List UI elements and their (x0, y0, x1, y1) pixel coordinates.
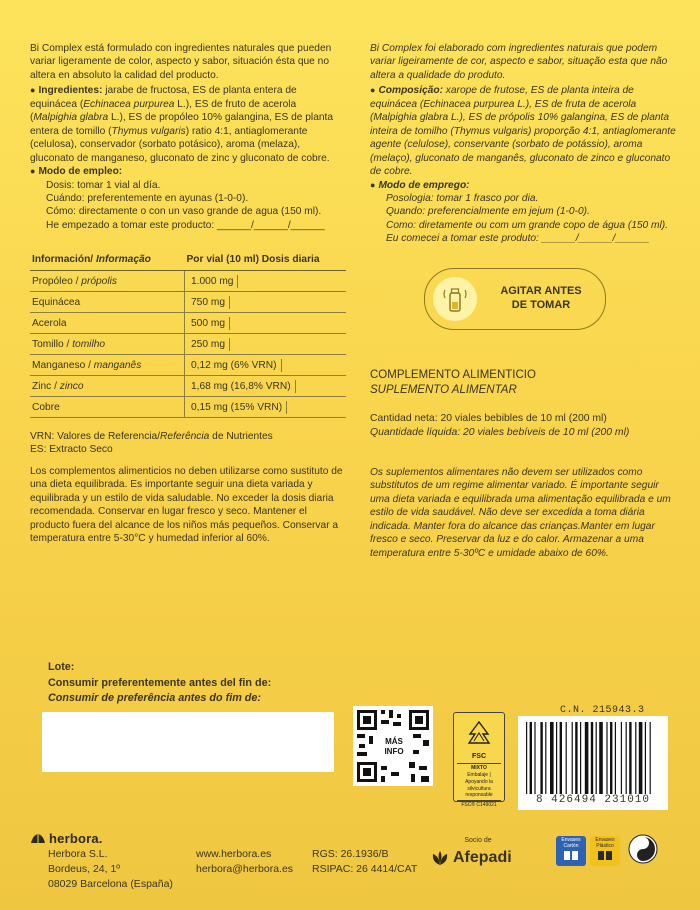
svg-text:INFO: INFO (384, 747, 404, 756)
fsc-logo: FSC MIXTO Embalaje | Apoyando la silvicultura responsable FSC® C149021 (453, 712, 505, 802)
email-link[interactable]: herbora@herbora.es (196, 863, 294, 876)
table-row: Cobre 0,15 mg (15% VRN) (30, 397, 346, 418)
barcode-number: 8 426494 231010 (535, 794, 651, 807)
table-row: Propóleo / própolis 1.000 mg (30, 271, 346, 292)
legal-es (30, 430, 346, 548)
modo-emprego: ● Modo de emprego: Posologia: tomar 1 frasco por dia. Quando: preferencialmente em jejum (1-0-0). Como: diretamente ou com um grande copo de água (150 ml). Eu comecei a tomar este produto: ______/______/______ (370, 179, 680, 246)
spanish-info (30, 42, 346, 232)
contact (196, 847, 293, 877)
afepadi-badge: Socio de Afepadi (430, 836, 540, 868)
svg-text:MÁS: MÁS (385, 737, 403, 746)
table-header: Información/ Informação Por vial (10 ml) Dosis diaria (30, 250, 346, 271)
intro-es: Bi Complex está formulado con ingredientes naturales que pueden variar ligeramente de color, aspecto y sabor, situación ésta que no altera en absoluto la calidad del producto. (30, 43, 332, 81)
product-type: COMPLEMENTO ALIMENTICIO SUPLEMENTO ALIMENTAR (370, 369, 536, 397)
nutrition-table (30, 250, 346, 418)
table-row: Equinácea 750 mg (30, 292, 346, 313)
intro-pt: Bi Complex foi elaborado com ingredientes naturais que podem variar ligeiramente de cor, aspecto e sabor, situação esta que não altera a qualidade do produto. (370, 43, 668, 81)
vrn-note: VRN: Valores de Referencia/Referência de Nutrientes (30, 431, 273, 442)
table-row: Tomillo / tomilho 250 mg (30, 334, 346, 355)
table-row: Manganeso / manganês 0,12 mg (6% VRN) (30, 355, 346, 376)
green-dot-icon (628, 834, 658, 864)
batch-info: Lote: Consumir preferentemente antes del fin de: Consumir de preferência antes do fim de: (48, 661, 272, 705)
legal-text-pt: Os suplementos alimentares não devem ser utilizados como substitutos de um regime alimentar variado. É importante seguir uma dieta variada e equilibrada uma alimentação equilibrada e um estilo de vida saudável. Não deve ser excedida a toma diária indicada. Manter fora do alcance das crianças.Manter em lugar fresco e seco. Preservar da luz e do calor. Armazenar a uma temperatura entre 5-30ºC e umidade abaixo de 60%. (370, 467, 671, 559)
ingredients-pt: ● Composição: xarope de frutose, ES de planta inteira de equinácea (Echinacea purpurea L.), ES de fruta de acerola (Malpighia glabra L.), ES de própolis 10% galangina, ES de planta inteira de tomilho (Thymus vulgaris) proporção 4:1, antiaglomerante agente (celulose), conservante (sorbato de potássio), aroma (melaço), gluconato de manganês, gluconato de zinco e gluconato de cobre. (370, 84, 680, 178)
vial-icon (433, 277, 477, 321)
registry-codes: RGS: 26.1936/B RSIPAC: 26 4414/CAT (312, 848, 418, 876)
website-link[interactable]: www.herbora.es (196, 848, 272, 860)
leaf-icon (30, 833, 46, 845)
shake-before-use-badge: AGITAR ANTES DE TOMAR (424, 268, 606, 330)
leaves-icon (430, 850, 450, 866)
table-row: Zinc / zinco 1,68 mg (16,8% VRN) (30, 376, 346, 397)
barcode (518, 716, 668, 810)
expiry-print-area (42, 712, 334, 772)
herbora-logo: herbora. (30, 830, 103, 847)
ingredients-es: ● Ingredientes: jarabe de fructosa, ES de planta entera de equinácea (Echinacea purpurea L.), ES de fruto de acerola (Malpighia glabra L.), ES de propóleo 10% galangina, ES de planta entera de tomillo (Thymus vulgaris) ratio 4:1, antiaglomerante (celulosa), conservador (sorbato potásico), aroma (melaza), gluconato de manganeso, gluconato de zinc y gluconato de cobre. (30, 84, 346, 165)
es-note: ES: Extracto Seco (30, 444, 113, 456)
recycle-plastic-icon: Envases Plástico (590, 836, 620, 866)
modo-empleo: ● Modo de empleo: Dosis: tomar 1 vial al día. Cuándo: preferentemente en ayunas (1-0-0). Cómo: directamente o con un vaso grande de agua (150 ml). He empezado a tomar este producto: ______/______/______ (30, 165, 346, 232)
recycle-carton-icon: Envases Cartón (556, 836, 586, 866)
legal-text-es: Los complementos alimenticios no deben utilizarse como sustituto de una dieta equilibrada. Es importante seguir una dieta variada y equilibrada y un estilo de vida saludable. No exceder la dosis diaria recomendada. Conservar en lugar fresco y seco. Mantener el producto fuera del alcance de los niños más pequeños. Conservar a temperatura entre 5-30°C y humedad inferior al 60%. (30, 465, 343, 545)
ingredients-label: ● Ingredientes: (30, 85, 102, 96)
company-address: Herbora S.L. Bordeus, 24, 1º 08029 Barcelona (España) (48, 848, 173, 891)
portuguese-info (370, 42, 680, 246)
net-quantity: Cantidad neta: 20 viales bebibles de 10 ml (200 ml) Quantidade líquida: 20 viales bebíveis de 10 ml (200 ml) (370, 413, 630, 438)
qr-code[interactable] (353, 706, 433, 786)
legal-pt (370, 466, 680, 562)
table-row: Acerola 500 mg (30, 313, 346, 334)
national-code: C.N. 215943.3 (560, 705, 645, 716)
